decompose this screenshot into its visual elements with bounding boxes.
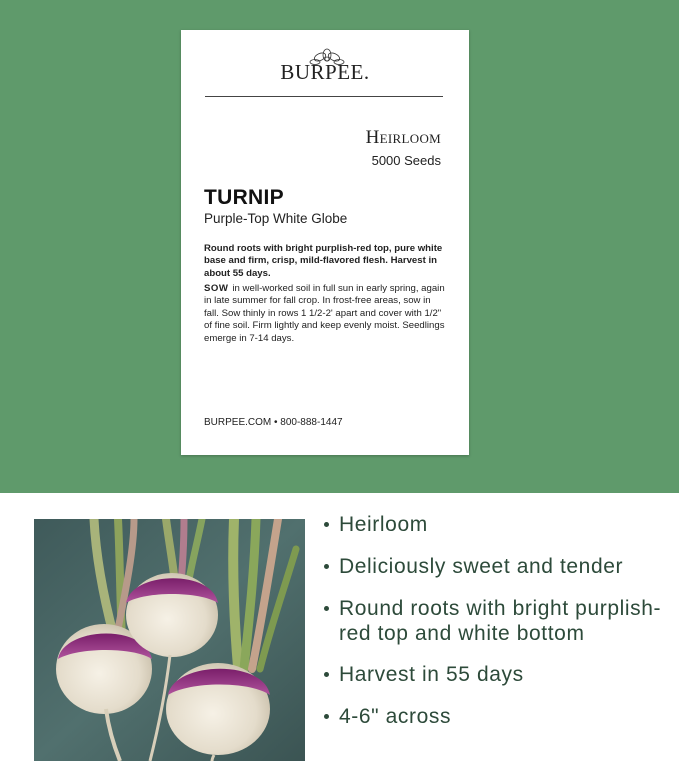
seed-packet bbox=[181, 30, 469, 455]
burpee-logo bbox=[181, 46, 469, 86]
heirloom-label: Heirloom bbox=[365, 127, 441, 148]
bullet-icon bbox=[324, 564, 329, 569]
divider bbox=[205, 96, 443, 97]
seed-count: 5000 Seeds bbox=[371, 153, 441, 168]
sow-label: SOW bbox=[204, 283, 229, 294]
feature-item: 4-6" across bbox=[322, 704, 672, 729]
bullet-icon bbox=[324, 672, 329, 677]
feature-item: Deliciously sweet and tender bbox=[322, 554, 672, 579]
feature-item: Heirloom bbox=[322, 512, 672, 537]
feature-list bbox=[322, 512, 672, 729]
sow-text: in well-worked soil in full sun in early spring, again in late summer for fall crop. In frost-free areas, sow in fall. Sow thinly in rows 1 1/2-2' apart and cover with 1/2" of fine soil. Firm lightly and keep evenly moist. Seedlings emerge in 7-14 days. bbox=[204, 283, 445, 344]
product-description: Round roots with bright purplish-red top, pure white base and firm, crisp, mild-flavored flesh. Harvest in about 55 days. bbox=[204, 243, 443, 279]
bullet-icon bbox=[324, 714, 329, 719]
bullet-icon bbox=[324, 606, 329, 611]
feature-item: Round roots with bright purplish-red top and white bottom bbox=[322, 596, 672, 646]
feature-item: Harvest in 55 days bbox=[322, 662, 672, 687]
turnip-photo bbox=[34, 519, 305, 761]
sowing-instructions bbox=[204, 283, 448, 345]
contact-info: BURPEE.COM • 800-888-1447 bbox=[204, 417, 343, 428]
brand-wordmark: BURPEE. bbox=[280, 60, 370, 84]
bullet-icon bbox=[324, 522, 329, 527]
variety-name: Purple-Top White Globe bbox=[204, 211, 348, 226]
product-name: TURNIP bbox=[204, 186, 284, 209]
